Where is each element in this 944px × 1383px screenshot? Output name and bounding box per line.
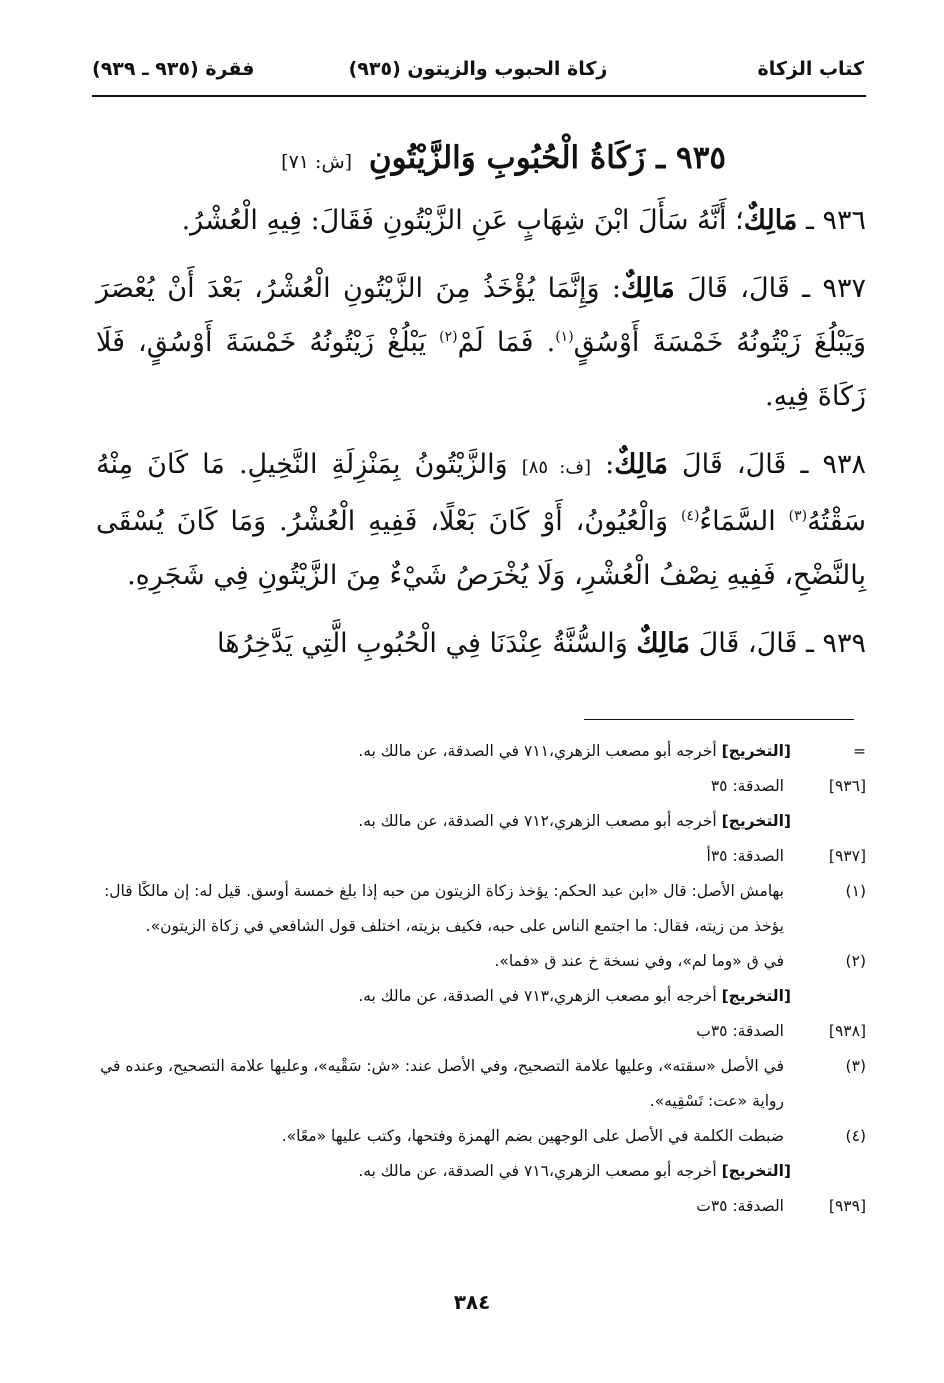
paragraph-text: ؛ أَنَّهُ سَأَلَ ابْنَ شِهَابٍ عَنِ الزَّيْتُونِ فَقَالَ: فِيهِ الْعُشْرُ. <box>181 205 744 236</box>
source-note-939 <box>90 1189 866 1224</box>
note-text: الصدقة: ٣٥ب <box>696 1022 784 1040</box>
paragraph-936 <box>96 194 866 248</box>
note-body: أخرجه أبو مصعب الزهري،٧١٦ في الصدقة، عن مالك به. <box>358 1162 722 1180</box>
note-body: أخرجه أبو مصعب الزهري،٧١١ في الصدقة، عن مالك به. <box>358 742 722 760</box>
section-title <box>96 128 866 192</box>
source-note-936 <box>90 769 866 804</box>
note-text <box>90 979 791 1014</box>
footnote-marker[interactable]: (٣) <box>788 508 808 524</box>
note-text: في الأصل «سقته»، وعليها علامة التصحيح، وفي الأصل عند: «ش: سَقْيه»، وعليها علامة التصحيح، وعنده في رواية «عت: تَسْقِيه». <box>100 1057 784 1110</box>
paragraph-text: : وَإِنَّمَا يُؤْخَذُ مِنَ الزَّيْتُونِ الْعُشْرُ، بَعْدَ أَنْ يُعْصَرَ وَيَبْلُغَ زَيْتُونُهُ خَمْسَةَ أَوْسُقٍ <box>96 273 866 358</box>
note-text: ضبطت الكلمة في الأصل على الوجهين بضم الهمزة وفتحها، وكتب عليها «معًا». <box>281 1127 784 1145</box>
note-marker: [٩٣٦] <box>828 777 866 795</box>
main-text <box>96 128 866 685</box>
note-marker: = <box>853 742 866 760</box>
takhrij-note-939 <box>90 1154 866 1189</box>
header-divider <box>92 95 866 97</box>
section-ref: [ش: ٧١] <box>281 151 353 173</box>
paragraph-text: وَالْعُيُونُ، أَوْ كَانَ بَعْلًا، فَفِيهِ الْعُشْرُ. وَمَا كَانَ يُسْقَى بِالنَّضْحِ، فَفِيهِ نِصْفُ الْعُشْرِ، وَلَا يُخْرَصُ شَيْءٌ مِنَ الزَّيْتُونِ فِي شَجَرِهِ. <box>96 506 866 591</box>
paragraph-939 <box>96 617 866 671</box>
note-text <box>90 804 791 839</box>
footnote-4 <box>90 1119 866 1154</box>
paragraph-text: وَالزَّيْتُونُ بِمَنْزِلَةِ النَّخِيلِ. مَا كَانَ مِنْهُ سَقْتُهُ <box>96 449 866 537</box>
paragraph-text: يَبْلُغْ زَيْتُونُهُ خَمْسَةَ أَوْسُقٍ، فَلَا زَكَاةَ فِيهِ. <box>96 327 866 412</box>
note-marker: (٤) <box>845 1127 866 1145</box>
footnote-marker[interactable]: (٤) <box>680 508 700 524</box>
takhrij-label: [التخريج] <box>721 742 791 760</box>
narrator-name: مَالِكٌ <box>743 205 798 236</box>
takhrij-note-938 <box>90 979 866 1014</box>
note-text <box>90 734 791 769</box>
paragraph-text: قَالَ، قَالَ <box>682 449 787 480</box>
section-title-text: ٩٣٥ ـ زَكَاةُ الْحُبُوبِ وَالزَّيْتُونِ <box>368 140 726 176</box>
note-body: أخرجه أبو مصعب الزهري،٧١٢ في الصدقة، عن مالك به. <box>358 812 722 830</box>
footnote-1 <box>90 874 866 944</box>
paragraph-number: ٩٣٦ ـ <box>805 205 866 236</box>
paragraph-text: السَّمَاءُ <box>699 506 789 537</box>
note-marker: [٩٣٩] <box>828 1197 866 1215</box>
paragraph-text: . فَمَا لَمْ <box>457 327 556 358</box>
note-marker: [٩٣٨] <box>828 1022 866 1040</box>
paragraph-number: ٩٣٨ ـ <box>800 449 866 480</box>
footnotes <box>90 734 866 1224</box>
book-title: كتاب الزكاة <box>757 58 864 80</box>
paragraph-937 <box>96 262 866 424</box>
footnote-marker[interactable]: (٢) <box>439 329 458 345</box>
takhrij-label: [التخريج] <box>721 812 791 830</box>
note-marker: [٩٣٧] <box>828 847 866 865</box>
footnote-continuation <box>90 734 866 769</box>
note-body: أخرجه أبو مصعب الزهري،٧١٣ في الصدقة، عن مالك به. <box>358 987 722 1005</box>
paragraph-number: ٩٣٧ ـ <box>802 273 866 304</box>
source-note-938 <box>90 1014 866 1049</box>
note-text: في ق «وما لم»، وفي نسخة خ عند ق «فما». <box>494 952 784 970</box>
footnote-3 <box>90 1049 866 1119</box>
note-marker: (٣) <box>845 1057 866 1075</box>
note-marker: (٢) <box>845 952 866 970</box>
note-marker: (١) <box>845 882 866 900</box>
paragraph-text: قَالَ، قَالَ <box>698 628 798 659</box>
note-text: الصدقة: ٣٥أ <box>706 847 784 865</box>
paragraph-938: ٩٣٨ ـ قَالَ، قَالَ مَالِكٌ: [ف: ٨٥] وَالزَّيْتُونُ بِمَنْزِلَةِ النَّخِيلِ. مَا كَانَ مِنْهُ سَقْتُهُ$^{(٣)}$ السَّمَاءُ$^{(٤)}$ وَالْعُيُونُ، أَوْ كَانَ بَعْلًا، فَفِيهِ الْعُشْرُ. وَمَا كَانَ يُسْقَى بِالنَّضْحِ، فَفِيهِ نِصْفُ الْعُشْرِ، وَلَا يُخْرَصُ شَيْءٌ مِنَ الزَّيْتُونِ فِي شَجَرِهِ. <box>96 449 866 591</box>
footnote-2 <box>90 944 866 979</box>
narrator-name: مَالِكٌ <box>614 449 668 480</box>
paragraph-range: (٩٣٥ ـ ٩٣٩) فقرة <box>92 58 255 80</box>
footnote-divider <box>584 719 854 720</box>
running-header <box>90 54 866 94</box>
chapter-title: (٩٣٥) زكاة الحبوب والزيتون <box>348 58 608 80</box>
paragraph-number: ٩٣٩ ـ <box>805 628 866 659</box>
paragraph-text: وَالسُّنَّةُ عِنْدَنَا فِي الْحُبُوبِ الَّتِي يَدَّخِرُهَا <box>216 628 637 659</box>
note-text: الصدقة: ٣٥ت <box>696 1197 784 1215</box>
narrator-name: مَالِكٌ <box>621 273 675 304</box>
footnote-marker[interactable]: (١) <box>555 329 574 345</box>
source-note-937 <box>90 839 866 874</box>
narrator-name: مَالِكٌ <box>636 628 690 659</box>
cross-ref: [ف: ٨٥] <box>521 457 592 478</box>
takhrij-note-937 <box>90 804 866 839</box>
paragraph-text: قَالَ، قَالَ <box>687 273 790 304</box>
note-text <box>90 1154 791 1189</box>
page-number: ٣٨٤ <box>453 1290 491 1314</box>
note-text: الصدقة: ٣٥ <box>710 777 784 795</box>
note-text: بهامش الأصل: قال «ابن عبد الحكم: يؤخذ زكاة الزيتون من حبه إذا بلغ خمسة أوسق. قيل له: إن مالكًا قال: يؤخذ من زيته، فقال: ما اجتمع الناس على حبه، فكيف بزيته، اختلف قول الشافعي في زكاة الزيتون». <box>104 882 784 935</box>
takhrij-label: [التخريج] <box>721 987 791 1005</box>
takhrij-label: [التخريج] <box>721 1162 791 1180</box>
